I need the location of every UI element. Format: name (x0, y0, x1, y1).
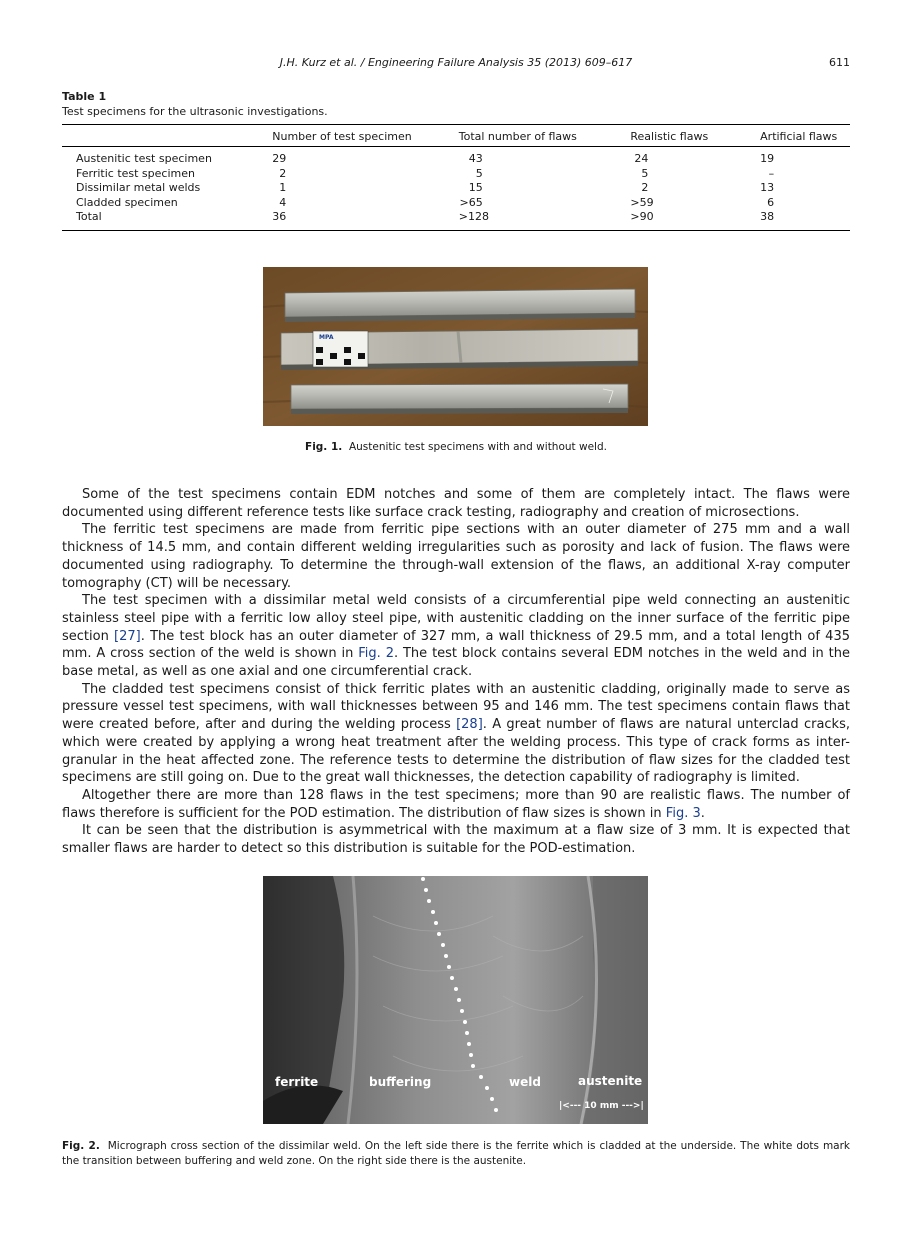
column-header: Total number of flaws (459, 125, 631, 147)
table-cell: 24 (634, 152, 649, 165)
label-weld: weld (509, 1075, 541, 1089)
figure-link[interactable]: Fig. 3 (665, 805, 701, 821)
fig1-label: Fig. 1. (305, 441, 343, 453)
paragraph (62, 787, 850, 822)
table-label: Table 1 (62, 90, 107, 103)
table-cell: Total (62, 210, 272, 230)
paragraph (62, 592, 850, 681)
paragraph-text: . (700, 805, 705, 821)
table-row (62, 181, 850, 196)
paragraph-text: The ferritic test specimens are made from ferritic pipe sections with an outer diameter of 275 mm and a wall thickness of 14.5 mm, and contain different welding irregularities such as porosity and lack of fusion. The flaws were documented using radiography. To determine the through-wall extension of the flaws, an additional X-ray computer tomography (CT) will be necessary. (62, 522, 850, 591)
reference-link[interactable]: [28] (456, 717, 483, 733)
page-number: 611 (829, 56, 850, 69)
paragraph-text: . The test block has an outer diameter of 327 mm, a wall thickness of 29.5 mm, and a total length of 435 mm. A cross section of the weld is shown in (62, 628, 851, 662)
table-cell: 15 (468, 181, 483, 195)
column-header: Realistic flaws (630, 125, 760, 147)
table-cell: Ferritic test specimen (76, 166, 195, 180)
table-cell: – (768, 166, 775, 180)
table-caption: Test specimens for the ultrasonic investigations. (62, 105, 328, 118)
paragraph-text: Altogether there are more than 128 flaws in the test specimens; more than 90 are realistic flaws. The number of flaws therefore is sufficient for the POD estimation. The distribution of flaw sizes is shown in (62, 787, 850, 821)
table-cell: 19 (760, 152, 775, 165)
paragraph (62, 681, 850, 787)
fig2-caption (62, 1139, 850, 1168)
column-header: Number of test specimen (272, 125, 458, 147)
table-cell: 2 (641, 181, 649, 195)
scale-bar-label: |<--- 10 mm --->| (559, 1101, 644, 1111)
table-cell: 13 (760, 181, 775, 195)
paragraph-text: The cladded test specimens consist of thick ferritic plates with an austenitic cladding, originally made to serve as pressure vessel test specimens, with wall thicknesses between 95 and 146 mm. The test specimens contain flaws that were created before, after and during the welding process (62, 681, 850, 733)
table-row (62, 210, 850, 230)
paragraph-text: The test specimen with a dissimilar metal weld consists of a circumferential pipe weld connecting an austenitic stainless steel pipe with a ferritic low alloy steel pipe, with austenitic cladding on the inner surface of the ferritic pipe section (62, 593, 850, 644)
paragraph (62, 822, 850, 857)
paragraph-text: Some of the test specimens contain EDM notches and some of them are completely intact. The flaws were documented using different reference tests like surface crack testing, radiography and creation of microsections. (62, 487, 850, 520)
fig2-caption-text: Micrograph cross section of the dissimilar weld. On the left side there is the ferrite which is cladded at the underside. The white dots mark the transition between buffering and weld zone. On the right side there is the austenite. (62, 1140, 851, 1167)
paragraph-text: . A great number of flaws are natural unterclad cracks, which were created by applying a wrong heat treatment after the welding process. This type of crack forms as inter-granular in the heat affected zone. The reference tests to determine the distribution of flaw sizes for the cladded test specimens are still going on. Due to the great wall thicknesses, the detection capability of radiography is limited. (62, 717, 850, 786)
paragraph (62, 521, 850, 592)
table-cell: 36 (272, 210, 287, 224)
table-cell: 1 (279, 181, 287, 195)
table-cell: >59 (630, 195, 654, 209)
table-cell: Austenitic test specimen (76, 152, 212, 165)
reference-link[interactable]: [27] (114, 628, 141, 644)
table-cell: 6 (767, 195, 775, 209)
weld-micrograph (263, 876, 648, 1124)
table-cell: 5 (475, 166, 483, 180)
table-cell: Cladded specimen (76, 195, 178, 209)
table-cell: >128 (458, 210, 489, 224)
table-header-row (62, 125, 850, 147)
fig1-caption (62, 441, 850, 453)
table-cell: Dissimilar metal welds (76, 181, 201, 195)
table-cell: >65 (459, 195, 483, 209)
paragraph-text: . The test block contains several EDM notches in the weld and in the base metal, as well as one axial and one circumferential crack. (62, 646, 850, 680)
scale-card-label: MPA (319, 334, 334, 341)
table-cell: 43 (468, 152, 483, 165)
column-header (62, 125, 272, 147)
figure-link[interactable]: Fig. 2 (358, 646, 394, 662)
table-cell: 5 (641, 166, 649, 180)
table-row (62, 147, 850, 167)
specimen-table (62, 124, 850, 231)
journal-citation: J.H. Kurz et al. / Engineering Failure Analysis 35 (2013) 609–617 (279, 56, 633, 69)
table-cell: >90 (630, 210, 654, 224)
body-text (62, 486, 850, 858)
table-row (62, 167, 850, 182)
table-row (62, 196, 850, 211)
paragraph (62, 486, 850, 521)
column-header: Artificial flaws (760, 125, 850, 147)
label-austenite: austenite (578, 1074, 643, 1088)
paragraph-text: It can be seen that the distribution is asymmetrical with the maximum at a flaw size of 3 mm. It is expected that smaller flaws are harder to detect so this distribution is suitable for the POD-estimation. (62, 823, 850, 857)
specimen-photo (263, 267, 648, 426)
table-cell: 4 (279, 195, 287, 209)
table-cell: 29 (272, 152, 287, 165)
label-ferrite: ferrite (275, 1075, 319, 1089)
table-cell: 2 (279, 166, 287, 180)
table-cell: 38 (760, 210, 775, 224)
fig1-caption-text: Austenitic test specimens with and without weld. (348, 441, 607, 453)
label-buffering: buffering (369, 1075, 432, 1089)
fig2-label: Fig. 2. (62, 1140, 100, 1152)
